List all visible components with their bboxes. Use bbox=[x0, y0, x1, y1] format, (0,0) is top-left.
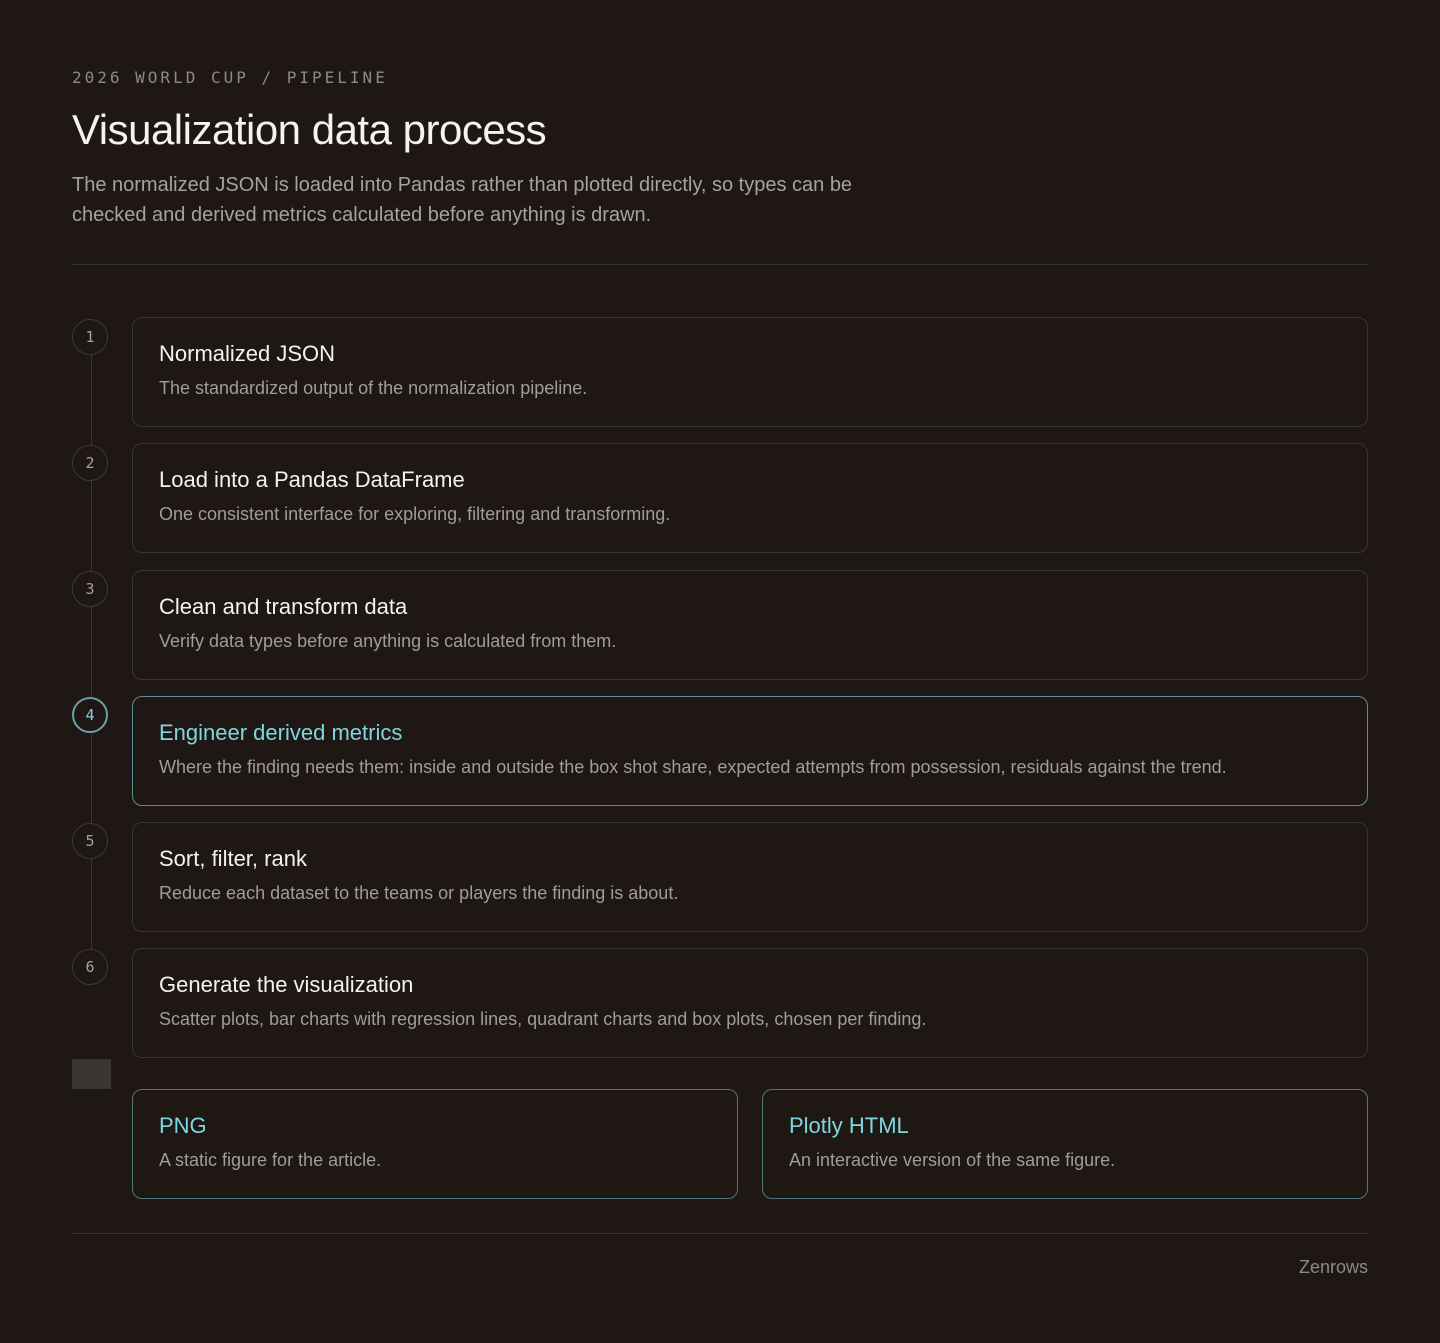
step-card-derived-metrics bbox=[132, 696, 1368, 806]
step-description: The standardized output of the normalization pipeline. bbox=[159, 378, 588, 398]
step-card-clean-transform bbox=[132, 570, 1368, 680]
page-title: Visualization data process bbox=[72, 106, 547, 153]
step-number-badge: 6 bbox=[72, 949, 108, 985]
step-description: Scatter plots, bar charts with regression lines, quadrant charts and box plots, chosen per finding. bbox=[159, 1009, 927, 1029]
step-title: Sort, filter, rank bbox=[159, 846, 307, 871]
output-title: Plotly HTML bbox=[789, 1113, 909, 1138]
step-card-sort-filter-rank bbox=[132, 822, 1368, 932]
step-card-normalized-json bbox=[132, 317, 1368, 427]
step-number-badge: 2 bbox=[72, 445, 108, 481]
step-description: Reduce each dataset to the teams or players the finding is about. bbox=[159, 883, 679, 903]
footer-divider bbox=[72, 1233, 1368, 1234]
step-number-badge: 5 bbox=[72, 823, 108, 859]
step-title: Clean and transform data bbox=[159, 594, 408, 619]
step-description: Verify data types before anything is calculated from them. bbox=[159, 631, 617, 651]
step-number-badge-active: 4 bbox=[72, 697, 108, 733]
header-divider bbox=[72, 264, 1368, 265]
step-card-generate-visualization bbox=[132, 948, 1368, 1058]
step-description: Where the finding needs them: inside and outside the box shot share, expected attempts from possession, residuals against the trend. bbox=[159, 757, 1227, 777]
step-title: Generate the visualization bbox=[159, 972, 414, 997]
step-number-badge: 1 bbox=[72, 319, 108, 355]
step-number-badge: 3 bbox=[72, 571, 108, 607]
output-card-png bbox=[132, 1089, 738, 1199]
step-card-load-dataframe bbox=[132, 443, 1368, 553]
output-marker bbox=[72, 1059, 111, 1089]
output-card-plotly-html bbox=[762, 1089, 1368, 1199]
step-description: One consistent interface for exploring, filtering and transforming. bbox=[159, 504, 671, 524]
timeline-connector bbox=[91, 336, 92, 968]
step-title: Engineer derived metrics bbox=[159, 720, 403, 745]
step-title: Normalized JSON bbox=[159, 341, 336, 366]
brand-label: Zenrows bbox=[1298, 1257, 1368, 1277]
output-description: An interactive version of the same figure. bbox=[789, 1150, 1116, 1170]
breadcrumb: 2026 WORLD CUP / PIPELINE bbox=[72, 68, 388, 87]
step-title: Load into a Pandas DataFrame bbox=[159, 467, 465, 492]
page-subtitle: The normalized JSON is loaded into Pandas rather than plotted directly, so types can be checked and derived metrics calculated before anything is drawn. bbox=[72, 174, 853, 226]
output-title: PNG bbox=[159, 1113, 207, 1138]
output-description: A static figure for the article. bbox=[159, 1150, 382, 1170]
